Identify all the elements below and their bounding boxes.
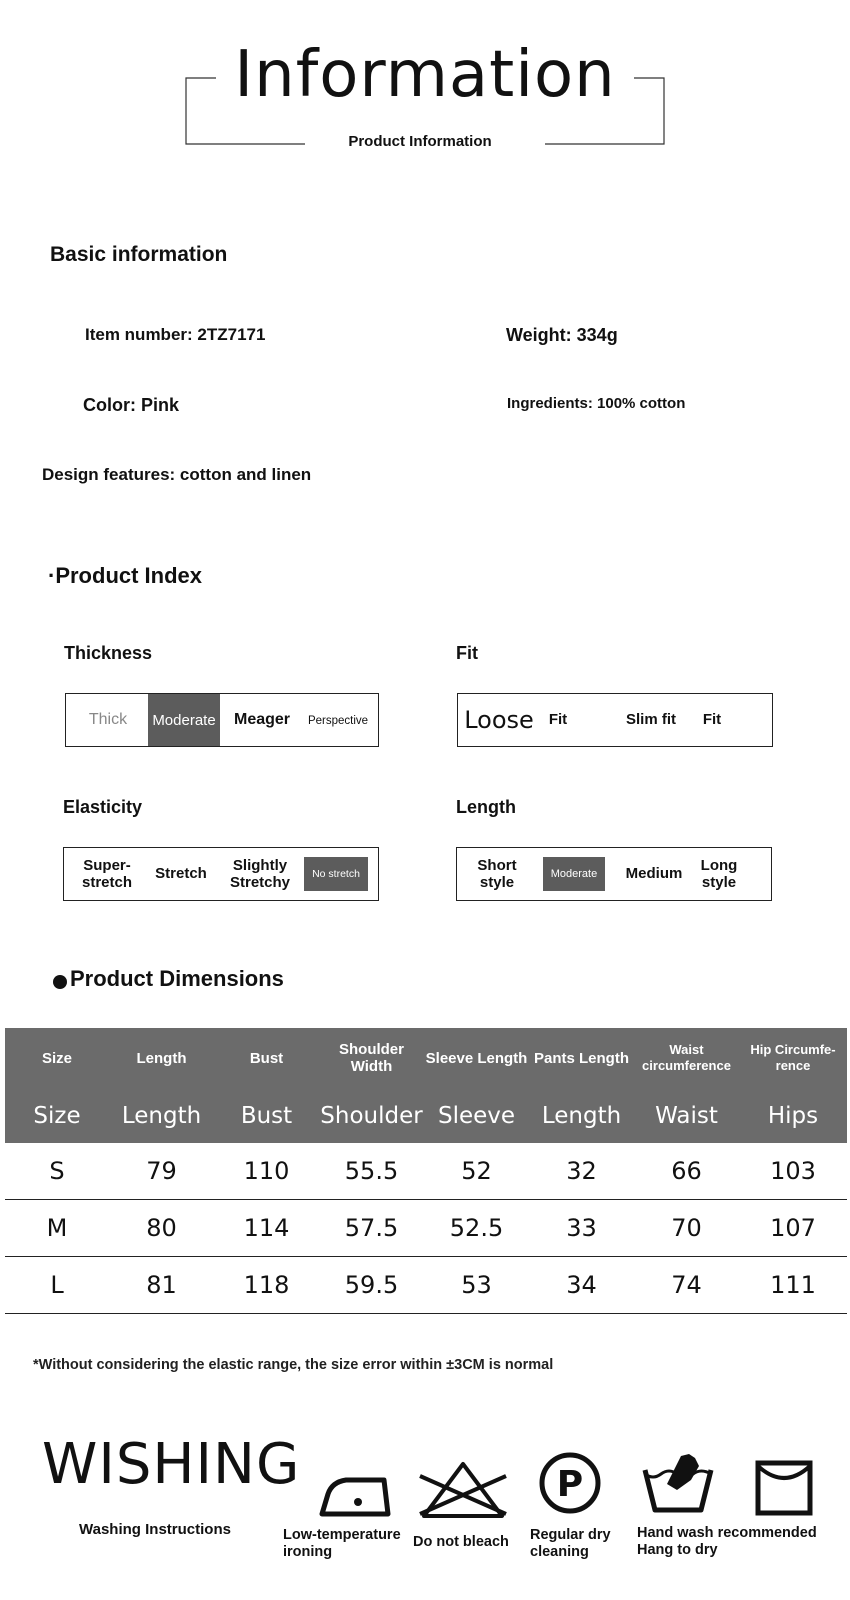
fit-option-fit: Fit <box>548 711 568 728</box>
table-cell: 70 <box>634 1200 739 1257</box>
table-subheader-row <box>5 1088 847 1143</box>
fit-scale <box>457 693 773 747</box>
bullet-icon <box>53 975 67 989</box>
size-table <box>5 1028 847 1314</box>
thickness-option-moderate: Moderate <box>148 694 220 746</box>
care-label-bleach: Do not bleach <box>413 1534 509 1550</box>
subheader-cell: Bust <box>214 1088 319 1143</box>
thickness-option-meager: Meager <box>233 711 291 728</box>
table-cell: 55.5 <box>319 1143 424 1200</box>
fit-option-fit-2: Fit <box>702 711 722 728</box>
elasticity-option-slightly-stretchy: Slightly Stretchy <box>229 857 291 891</box>
iron-icon <box>318 1468 396 1518</box>
table-cell: 118 <box>214 1257 319 1314</box>
item-number: Item number: 2TZ7171 <box>85 325 266 344</box>
table-cell: 59.5 <box>319 1257 424 1314</box>
table-cell: 52 <box>424 1143 529 1200</box>
header-hip: Hip Circumfe-rence <box>739 1028 847 1088</box>
hand-wash-icon <box>641 1450 715 1516</box>
no-bleach-icon <box>418 1460 508 1520</box>
table-header-row <box>5 1028 847 1088</box>
subheader-cell: Size <box>5 1088 109 1143</box>
length-option-moderate: Moderate <box>543 857 605 891</box>
table-cell: 57.5 <box>319 1200 424 1257</box>
size-note: *Without considering the elastic range, the size error within ±3CM is normal <box>33 1357 554 1373</box>
washing-title: WISHING <box>42 1432 301 1497</box>
header-waist: Waist circumference <box>634 1028 739 1088</box>
table-cell: 33 <box>529 1200 634 1257</box>
table-cell: M <box>5 1200 109 1257</box>
care-label-dry-clean: Regular dry cleaning <box>530 1527 611 1560</box>
length-option-short-style: Short style <box>477 857 517 891</box>
dry-clean-icon <box>537 1450 603 1516</box>
subheader-cell: Hips <box>739 1088 847 1143</box>
table-cell: S <box>5 1143 109 1200</box>
care-label-hand-wash: Hand wash recommended Hang to dry <box>637 1525 817 1558</box>
table-cell: 80 <box>109 1200 214 1257</box>
subheader-cell: Sleeve <box>424 1088 529 1143</box>
header-shoulder-width: Shoulder Width <box>319 1028 424 1088</box>
table-cell: 32 <box>529 1143 634 1200</box>
page-subtitle: Product Information <box>340 133 500 150</box>
header-length: Length <box>109 1028 214 1088</box>
table-cell: 74 <box>634 1257 739 1314</box>
dimensions-title: Product Dimensions <box>70 966 284 991</box>
table-cell: 52.5 <box>424 1200 529 1257</box>
table-cell: 81 <box>109 1257 214 1314</box>
header-bust: Bust <box>214 1028 319 1088</box>
thickness-scale <box>65 693 379 747</box>
basic-info-title: Basic information <box>50 243 228 266</box>
table-cell: 34 <box>529 1257 634 1314</box>
elasticity-label: Elasticity <box>63 797 143 817</box>
table-cell: 103 <box>739 1143 847 1200</box>
thickness-label: Thickness <box>64 643 153 663</box>
header-size: Size <box>5 1028 109 1088</box>
table-cell: 66 <box>634 1143 739 1200</box>
length-option-medium: Medium <box>625 865 683 882</box>
length-option-long-style: Long style <box>700 857 738 891</box>
subheader-cell: Waist <box>634 1088 739 1143</box>
table-cell: 110 <box>214 1143 319 1200</box>
elasticity-option-stretch: Stretch <box>155 865 207 882</box>
product-index-title: ·Product Index <box>48 563 203 588</box>
subheader-cell: Length <box>529 1088 634 1143</box>
length-label: Length <box>456 797 516 817</box>
table-cell: 79 <box>109 1143 214 1200</box>
fit-option-slim-fit: Slim fit <box>625 711 676 728</box>
length-scale <box>456 847 772 901</box>
thickness-option-thick: Thick <box>88 711 128 728</box>
table-cell: 114 <box>214 1200 319 1257</box>
subheader-cell: Shoulder <box>319 1088 424 1143</box>
fit-label: Fit <box>456 643 478 663</box>
page-title: Information <box>0 38 850 112</box>
elasticity-option-super-stretch: Super- stretch <box>81 857 133 891</box>
header-pants-length: Pants Length <box>529 1028 634 1088</box>
hang-dry-icon <box>755 1460 813 1516</box>
weight: Weight: 334g <box>506 325 618 345</box>
table-cell: L <box>5 1257 109 1314</box>
ingredients: Ingredients: 100% cotton <box>507 395 686 412</box>
fit-option-loose: Loose <box>464 706 534 734</box>
elasticity-option-no-stretch: No stretch <box>304 857 368 891</box>
subheader-cell: Length <box>109 1088 214 1143</box>
table-row <box>5 1200 847 1257</box>
table-cell: 107 <box>739 1200 847 1257</box>
design-features: Design features: cotton and linen <box>42 465 312 484</box>
washing-subtitle: Washing Instructions <box>79 1521 231 1538</box>
table-cell: 53 <box>424 1257 529 1314</box>
header-sleeve-length: Sleeve Length <box>424 1028 529 1088</box>
table-cell: 111 <box>739 1257 847 1314</box>
table-row <box>5 1257 847 1314</box>
care-label-iron: Low-temperature ironing <box>283 1527 401 1560</box>
color: Color: Pink <box>83 395 180 415</box>
elasticity-scale <box>63 847 379 901</box>
svg-text:P: P <box>556 1464 584 1505</box>
table-row <box>5 1143 847 1200</box>
thickness-option-perspective: Perspective <box>307 715 369 727</box>
